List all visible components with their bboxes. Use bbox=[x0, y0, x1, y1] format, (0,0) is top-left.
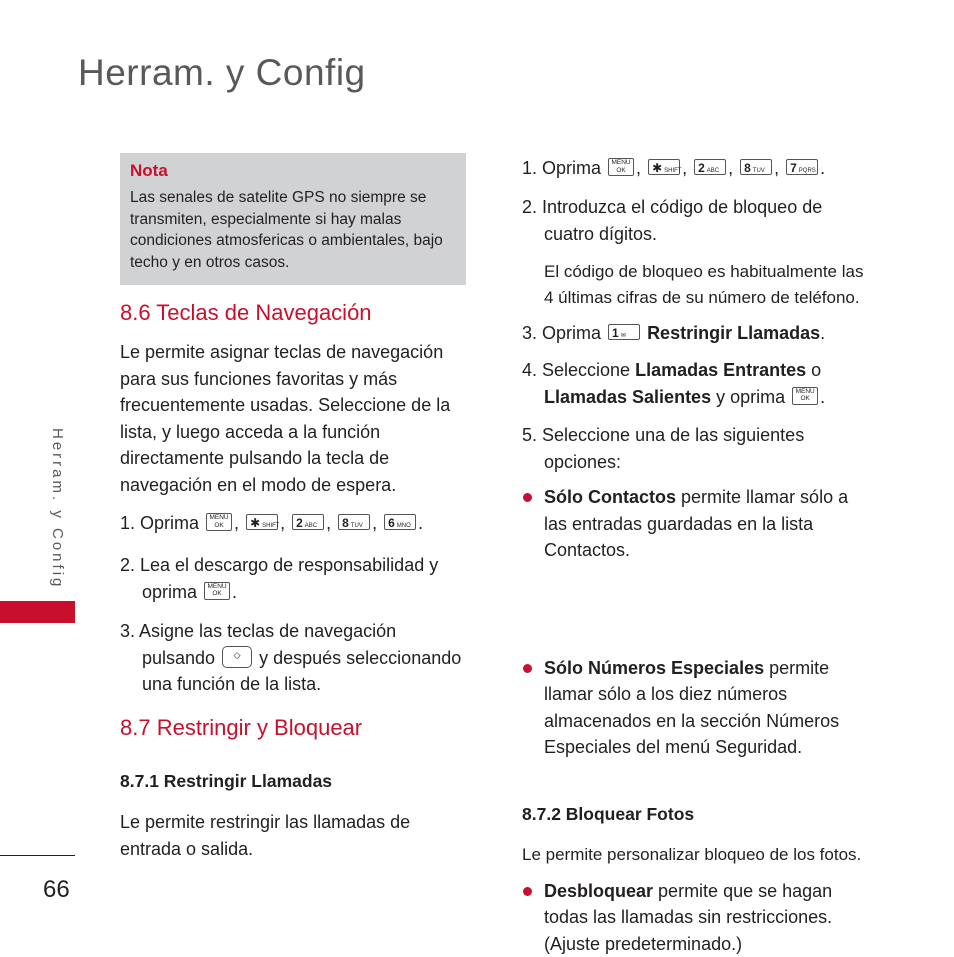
right-step-2-note: El código de bloqueo es habitualmente las 4 últimas cifras de su número de teléfono. bbox=[544, 259, 874, 311]
key-6-icon: 6 MNO bbox=[384, 514, 416, 530]
left-step-3-line2: pulsando bbox=[142, 648, 215, 668]
menu-ok-key-icon: MENU OK bbox=[206, 513, 232, 531]
section-8-6-title: 8.6 Teclas de Navegación bbox=[120, 300, 372, 326]
key-1-icon: 1 ✉ bbox=[608, 324, 640, 340]
restringir-llamadas-label: Restringir Llamadas bbox=[647, 323, 820, 343]
right-step-4-pre: 4. Seleccione bbox=[522, 360, 630, 380]
left-step-1: 1. Oprima MENU OK , ✱ SHIFT, 2 ABC , 8 TUV , 6 MNO . bbox=[120, 510, 423, 537]
right-step-5 bbox=[522, 422, 832, 475]
menu-ok-key-icon: MENU OK bbox=[204, 582, 230, 600]
option-solo-numeros-especiales bbox=[522, 655, 854, 761]
left-step-1-text: 1. Oprima bbox=[120, 513, 199, 533]
section-8-7-2-title: 8.7.2 Bloquear Fotos bbox=[522, 804, 694, 825]
option-desbloquear bbox=[522, 878, 869, 957]
right-step-1: 1. Oprima MENU OK , ✱ SHIFT, 2 ABC , 8 TUV , 7 PQRS . bbox=[522, 155, 825, 182]
left-step-2-line2: oprima bbox=[142, 582, 197, 602]
option-desbloquear-label: Desbloquear bbox=[544, 881, 653, 901]
left-step-2: 2. Lea el descargo de responsabilidad y oprima MENU OK . bbox=[120, 552, 438, 605]
section-8-7-title: 8.7 Restringir y Bloquear bbox=[120, 715, 362, 741]
option-solo-numeros-text: permite llamar sólo a los diez números almacenados en la sección Números Especiales del menú Seguridad. bbox=[544, 658, 839, 758]
key-8-icon: 8 TUV bbox=[338, 514, 370, 530]
right-step-4: 4. Seleccione Llamadas Entrantes o Llamadas Salientes y oprima MENU OK . bbox=[522, 357, 825, 410]
option-desbloquear-text: permite que se hagan todas las llamadas sin restricciones. (Ajuste predeterminado.) bbox=[544, 881, 832, 954]
left-step-3 bbox=[120, 618, 461, 698]
note-heading: Nota bbox=[130, 161, 168, 181]
key-2-icon: 2 ABC bbox=[292, 514, 324, 530]
left-step-3-line1: 3. Asigne las teclas de navegación bbox=[120, 618, 461, 645]
side-section-label: Herram. y Config bbox=[49, 428, 77, 598]
star-key-icon: ✱ SHIFT bbox=[648, 159, 680, 175]
note-text: Las senales de satelite GPS no siempre se transmiten, especialmente si hay malas condiciones atmosfericas o ambientales, bajo techo y en otros casos. bbox=[130, 187, 460, 273]
left-step-2-line1: 2. Lea el descargo de responsabilidad y bbox=[120, 552, 438, 579]
right-step-2-text: 2. Introduzca el código de bloqueo de cuatro dígitos. bbox=[522, 194, 852, 247]
llamadas-entrantes-label: Llamadas Entrantes bbox=[635, 360, 806, 380]
key-2-icon: 2 ABC bbox=[694, 159, 726, 175]
menu-ok-key-icon: MENU OK bbox=[608, 158, 634, 176]
right-step-4-or: o bbox=[811, 360, 821, 380]
menu-ok-key-icon: MENU OK bbox=[792, 387, 818, 405]
key-7-icon: 7 PQRS bbox=[786, 159, 818, 175]
option-solo-contactos bbox=[522, 484, 864, 564]
section-8-7-1-title: 8.7.1 Restringir Llamadas bbox=[120, 771, 332, 792]
navigation-key-icon: ◇ bbox=[222, 646, 252, 668]
page-number: 66 bbox=[43, 876, 70, 904]
right-step-3: 3. Oprima 1 ✉ Restringir Llamadas. bbox=[522, 320, 825, 347]
left-step-3-line2b: y después seleccionando bbox=[259, 648, 461, 668]
option-solo-numeros-label: Sólo Números Especiales bbox=[544, 658, 764, 678]
option-solo-contactos-text: permite llamar sólo a las entradas guardadas en la lista Contactos. bbox=[544, 487, 848, 560]
section-tab-marker bbox=[0, 601, 75, 623]
option-solo-contactos-label: Sólo Contactos bbox=[544, 487, 676, 507]
section-8-7-1-body: Le permite restringir las llamadas de entrada o salida. bbox=[120, 809, 440, 862]
page-title: Herram. y Config bbox=[78, 52, 366, 94]
note-box bbox=[120, 153, 466, 285]
star-key-icon: ✱ SHIFT bbox=[246, 514, 278, 530]
section-8-6-body: Le permite asignar teclas de navegación para sus funciones favoritas y más frecuentemente usadas. Seleccione de la lista, y luego acceda a la función directamente pulsando la tecla de navegación en el modo de espera. bbox=[120, 339, 460, 498]
right-step-5-text: 5. Seleccione una de las siguientes opciones: bbox=[522, 422, 832, 475]
right-step-3-text: 3. Oprima bbox=[522, 323, 601, 343]
key-8-icon: 8 TUV bbox=[740, 159, 772, 175]
section-8-7-2-body: Le permite personalizar bloqueo de los fotos. bbox=[522, 842, 861, 868]
right-step-2 bbox=[522, 194, 852, 247]
llamadas-salientes-label: Llamadas Salientes bbox=[544, 387, 711, 407]
left-step-3-line3: una función de la lista. bbox=[120, 671, 461, 698]
footer-rule bbox=[0, 855, 75, 856]
right-step-1-text: 1. Oprima bbox=[522, 158, 601, 178]
right-step-4-post: y oprima bbox=[716, 387, 785, 407]
